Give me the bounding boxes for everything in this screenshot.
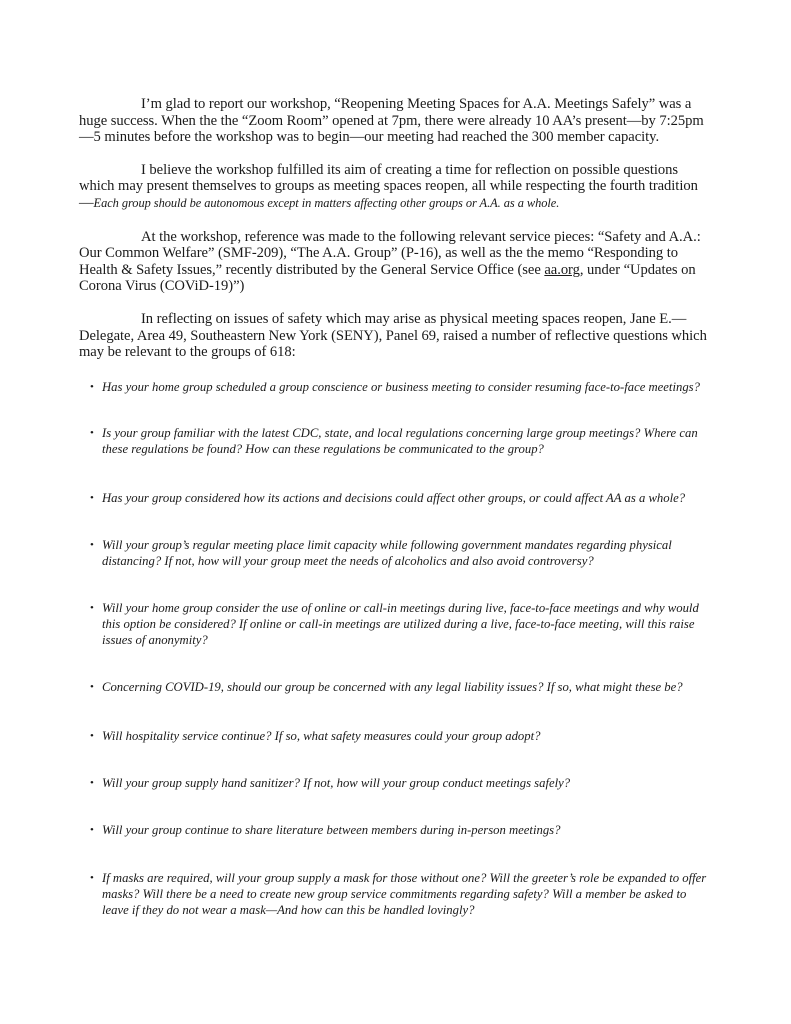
list-item xyxy=(79,775,707,791)
reflection-paragraph xyxy=(79,311,711,361)
list-item xyxy=(79,728,707,744)
bullet-icon: • xyxy=(90,491,94,504)
question-text: Will your group’s regular meeting place limit capacity while following government mandates regarding physical distancing? If not, how will your group meet the needs of alcoholics and also avoid controversy? xyxy=(102,537,672,569)
intro-paragraph xyxy=(79,96,711,146)
question-text: Is your group familiar with the latest CDC, state, and local regulations concerning large group meetings? Where can these regulations be found? How can these regulations be communicated to the group? xyxy=(102,426,698,457)
question-text: If masks are required, will your group supply a mask for those without one? Will the greeter’s role be expanded to offer masks? Will there be a need to create new group service commitments regarding safety? Will a member be asked to leave if they do not wear a mask—And how can this be handled lovingly? xyxy=(102,870,707,918)
list-item xyxy=(79,379,707,395)
reflection-text: In reflecting on issues of safety which may arise as physical meeting spaces reopen, Jane E.—Delegate, Area 49, Southeastern New York (SENY), Panel 69, raised a number of reflective questions which may be relevant to the groups of 618: xyxy=(79,310,707,361)
bullet-icon: • xyxy=(90,427,94,440)
question-text: Concerning COVID-19, should our group be concerned with any legal liability issues? If so, what might these be? xyxy=(102,680,683,695)
question-text: Has your home group scheduled a group conscience or business meeting to consider resuming face-to-face meetings? xyxy=(102,379,700,394)
tradition-intro-text: I believe the workshop fulfilled its aim of creating a time for reflection on possible questions which may present themselves to groups as meeting spaces reopen, all while respecting the fourth tradition— xyxy=(79,161,698,211)
bullet-icon: • xyxy=(90,601,94,614)
questions-list xyxy=(79,379,711,919)
fourth-tradition-quote: Each group should be autonomous except in matters affecting other groups or A.A. as a whole. xyxy=(93,195,560,210)
bullet-icon: • xyxy=(90,681,94,694)
document-page xyxy=(79,96,711,918)
list-item xyxy=(79,679,707,695)
list-item xyxy=(79,490,707,506)
service-pieces-paragraph xyxy=(79,229,711,295)
list-item xyxy=(79,870,707,919)
question-text: Will hospitality service continue? If so, what safety measures could your group adopt? xyxy=(102,728,541,743)
bullet-icon: • xyxy=(90,871,94,884)
bullet-icon: • xyxy=(90,380,94,393)
bullet-icon: • xyxy=(90,729,94,742)
aa-org-link[interactable]: aa.org xyxy=(544,261,580,278)
list-item xyxy=(79,425,707,458)
intro-text: I’m glad to report our workshop, “Reopening Meeting Spaces for A.A. Meetings Safely” was a huge success. When the the “Zoom Room” opened at 7pm, there were already 10 AA’s present—by 7:25pm—5 minutes before the workshop was to begin—our meeting had reached the 300 member capacity. xyxy=(79,96,704,146)
tradition-paragraph xyxy=(79,162,711,212)
question-text: Has your group considered how its actions and decisions could affect other groups, or could affect AA as a whole? xyxy=(102,490,686,505)
question-text: Will your group supply hand sanitizer? If not, how will your group conduct meetings safely? xyxy=(102,775,571,790)
list-item xyxy=(79,822,707,838)
list-item xyxy=(79,600,707,649)
service-pieces-end-text: , under “Updates on Corona Virus (COViD-19)”) xyxy=(79,261,696,295)
bullet-icon: • xyxy=(90,824,94,837)
bullet-icon: • xyxy=(90,538,94,551)
list-item xyxy=(79,537,707,570)
bullet-icon: • xyxy=(90,776,94,789)
question-text: Will your home group consider the use of online or call-in meetings during live, face-to-face meetings and why would this option be considered? If online or call-in meetings are utilized during a live, face-to-face meeting, will this raise issues of anonymity? xyxy=(102,600,699,648)
question-text: Will your group continue to share literature between members during in-person meetings? xyxy=(102,823,561,838)
service-pieces-text: At the workshop, reference was made to the following relevant service pieces: “Safety and A.A.: Our Common Welfare” (SMF-209), “The A.A. Group” (P-16), as well as the the memo “Responding to Health & Safety Issues,” recently distributed by the General Service Office (see xyxy=(79,228,701,278)
